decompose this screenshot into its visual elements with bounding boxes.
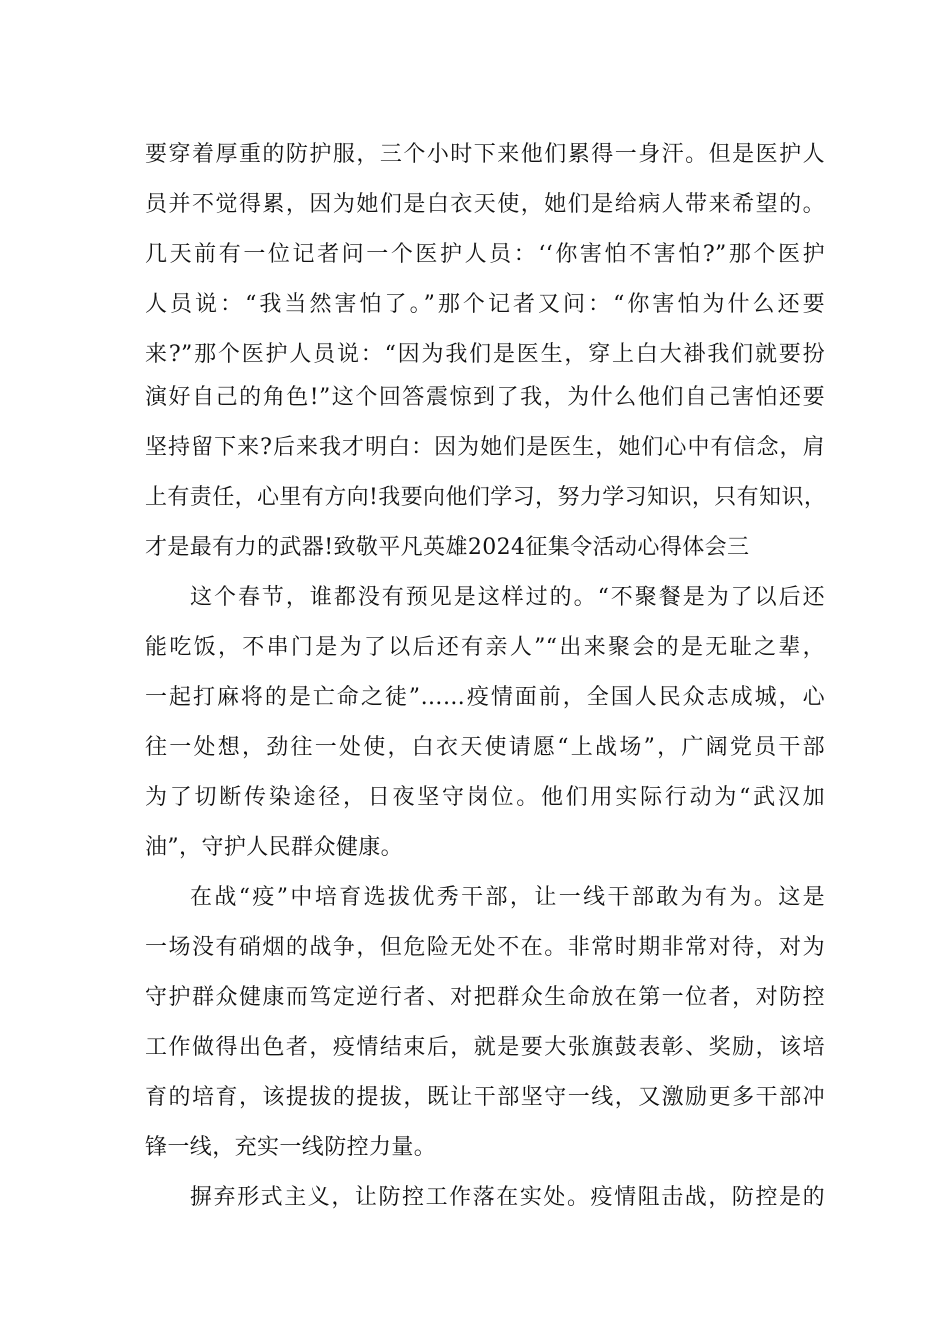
text-line: 守护群众健康而笃定逆行者、对把群众生命放在第一位者，对防控 [145,985,825,1010]
text-line: 才是最有力的武器!致敬平凡英雄2024征集令活动心得体会三 [145,535,750,560]
text-line: 演好自己的角色!”这个回答震惊到了我，为什么他们自己害怕还要 [145,385,825,410]
text-line: 一场没有硝烟的战争，但危险无处不在。非常时期非常对待，对为 [145,935,825,960]
text-line: 能吃饭，不串门是为了以后还有亲人”“出来聚会的是无耻之辈， [145,635,825,660]
text-line: 锋一线，充实一线防控力量。 [145,1135,437,1160]
text-line: 油”，守护人民群众健康。 [145,835,404,860]
text-line: 往一处想，劲往一处使，白衣天使请愿“上战场”，广阔党员干部 [145,735,825,760]
text-line: 一起打麻将的是亡命之徒”……疫情面前，全国人民众志成城，心 [145,685,825,710]
text-line: 坚持留下来?后来我才明白：因为她们是医生，她们心中有信念，肩 [145,435,825,460]
text-line: 为了切断传染途径，日夜坚守岗位。他们用实际行动为“武汉加 [145,785,825,810]
paragraph-first-line: 在战“疫”中培育选拔优秀干部，让一线干部敢为有为。这是 [190,885,825,910]
paragraph-first-line: 这个春节，谁都没有预见是这样过的。“不聚餐是为了以后还 [190,585,825,610]
text-line: 工作做得出色者，疫情结束后，就是要大张旗鼓表彰、奖励，该培 [145,1035,825,1060]
text-line: 育的培育，该提拔的提拔，既让干部坚守一线，又激励更多干部冲 [145,1085,825,1110]
text-line: 人员说：“我当然害怕了。”那个记者又问：“你害怕为什么还要 [145,292,825,317]
text-line: 要穿着厚重的防护服，三个小时下来他们累得一身汗。但是医护人 [145,142,825,167]
text-line: 来?”那个医护人员说：“因为我们是医生，穿上白大褂我们就要扮 [145,342,825,367]
text-line: 员并不觉得累，因为她们是白衣天使，她们是给病人带来希望的。 [145,192,825,217]
text-line: 上有责任，心里有方向!我要向他们学习，努力学习知识，只有知识， [145,485,827,510]
paragraph-first-line: 摒弃形式主义，让防控工作落在实处。疫情阻击战，防控是的 [190,1185,825,1210]
text-line: 几天前有一位记者问一个医护人员：‘‘你害怕不害怕?”那个医护 [145,242,825,267]
